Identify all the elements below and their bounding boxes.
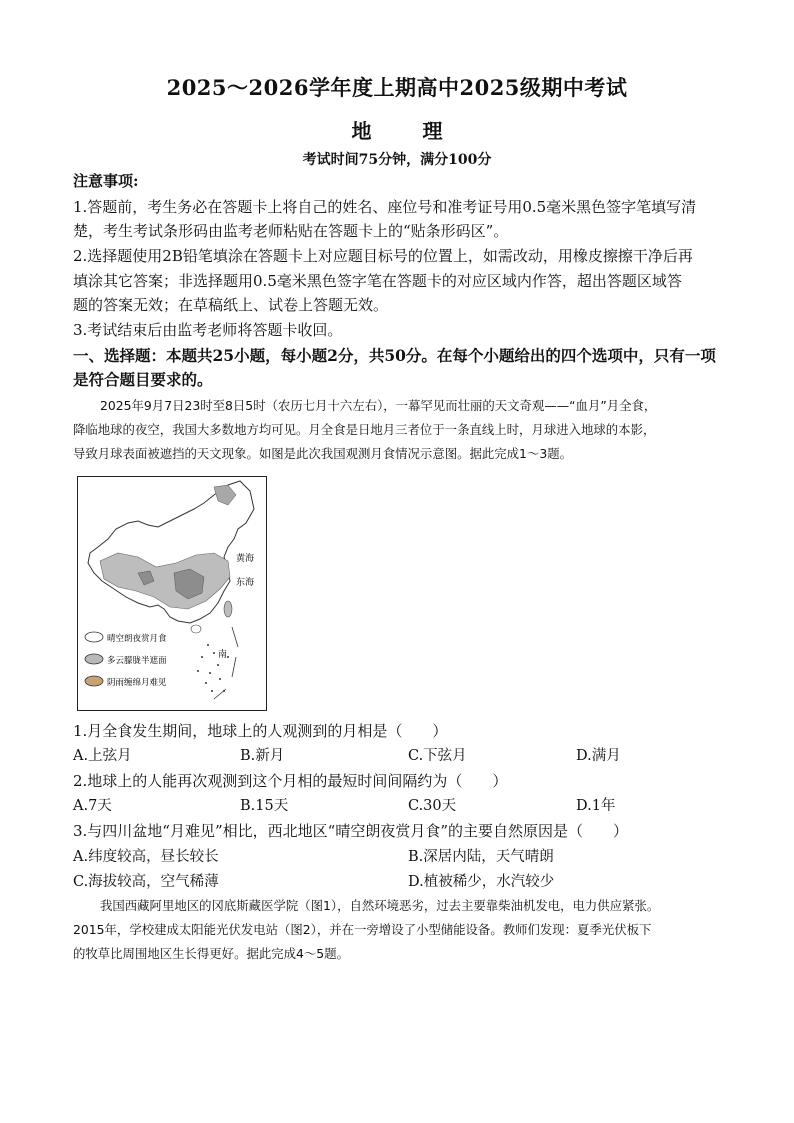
option-b: B.新月 <box>240 748 285 764</box>
nine-dash-line <box>214 627 238 699</box>
legend-swatch-rainy <box>85 676 103 686</box>
lunar-eclipse-observation-map <box>77 476 267 711</box>
passage-line: 的牧草比周围地区生长得更好。据此完成4～5题。 <box>73 946 349 961</box>
legend-swatch-clear <box>85 632 103 642</box>
option-c: C.30天 <box>408 798 457 814</box>
option-d: D.1年 <box>576 798 616 814</box>
legend-swatch-cloudy <box>85 654 103 664</box>
note-line: 3.考试结束后由监考老师将答题卡收回。 <box>73 321 343 339</box>
section-heading: 是符合题目要求的。 <box>73 370 213 389</box>
island-shape <box>224 601 232 617</box>
notes-heading: 注意事项: <box>73 172 139 190</box>
passage-line: 降临地球的夜空，我国大多数地方均可见。月全食是日地月三者位于一条直线上时，月球进入地球的本影， <box>73 422 656 437</box>
map-legend <box>85 632 167 688</box>
subject-title: 地 理 <box>351 119 465 143</box>
legend-label-rainy: 阴雨缠绵月难见 <box>107 678 167 688</box>
passage-line: 2015年，学校建成太阳能光伏发电站（图2），并在一旁增设了小型储能设备。教师们发现：夏季光伏板下 <box>73 922 652 937</box>
china-map-figure <box>78 477 267 711</box>
option-a: A.7天 <box>73 798 112 814</box>
sea-label-huanghai: 黄海 <box>236 554 255 564</box>
note-line: 楚，考生考试条形码由监考老师粘贴在答题卡上的“贴条形码区”。 <box>73 222 509 240</box>
option-c: C.下弦月 <box>408 748 467 764</box>
legend-label-clear: 晴空朗夜赏月食 <box>107 634 167 644</box>
question-stem: 2.地球上的人能再次观测到这个月相的最短时间间隔约为（ ） <box>73 772 508 790</box>
passage-line: 导致月球表面被遮挡的天文现象。如图是此次我国观测月食情况示意图。据此完成1～3题。 <box>73 446 573 461</box>
note-line: 填涂其它答案；非选择题用0.5毫米黑色签字笔在答题卡的对应区域内作答，超出答题区域答 <box>73 272 682 290</box>
note-line: 1.答题前，考生务必在答题卡上将自己的姓名、座位号和准考证号用0.5毫米黑色签字笔填写清 <box>73 198 697 216</box>
island-shape <box>191 625 201 633</box>
passage-line: 2025年9月7日23时至8日5时（农历七月十六左右），一幕罕见而壮丽的天文奇观——“血月”月全食， <box>100 398 657 413</box>
question-stem: 1.月全食发生期间，地球上的人观测到的月相是（ ） <box>73 722 448 740</box>
sea-label-nan: 南 <box>218 650 228 660</box>
option-a: A.上弦月 <box>73 748 132 764</box>
sea-label-donghai: 东海 <box>236 578 255 588</box>
option-c: C.海拔较高，空气稀薄 <box>73 874 219 890</box>
option-b: B.深居内陆，天气晴朗 <box>408 849 554 865</box>
note-line: 题的答案无效；在草稿纸上、试卷上答题无效。 <box>73 296 389 314</box>
legend-label-cloudy: 多云朦胧半遮面 <box>107 656 167 666</box>
question-stem: 3.与四川盆地“月难见”相比，西北地区“晴空朗夜赏月食”的主要自然原因是（ ） <box>73 822 628 840</box>
option-b: B.15天 <box>240 798 289 814</box>
option-a: A.纬度较高，昼长较长 <box>73 849 219 865</box>
exam-title: 2025～2026学年度上期高中2025级期中考试 <box>166 75 628 100</box>
option-d: D.满月 <box>576 748 621 764</box>
section-heading: 一、选择题：本题共25小题，每小题2分，共50分。在每个小题给出的四个选项中，只有一项 <box>73 346 716 365</box>
exam-time-info: 考试时间75分钟，满分100分 <box>302 152 492 168</box>
option-d: D.植被稀少，水汽较少 <box>408 874 555 890</box>
note-line: 2.选择题使用2B铅笔填涂在答题卡上对应题目标号的位置上，如需改动，用橡皮擦擦干净后再 <box>73 247 693 265</box>
passage-line: 我国西藏阿里地区的冈底斯藏医学院（图1），自然环境恶劣，过去主要靠柴油机发电，电力供应紧张。 <box>100 898 660 913</box>
